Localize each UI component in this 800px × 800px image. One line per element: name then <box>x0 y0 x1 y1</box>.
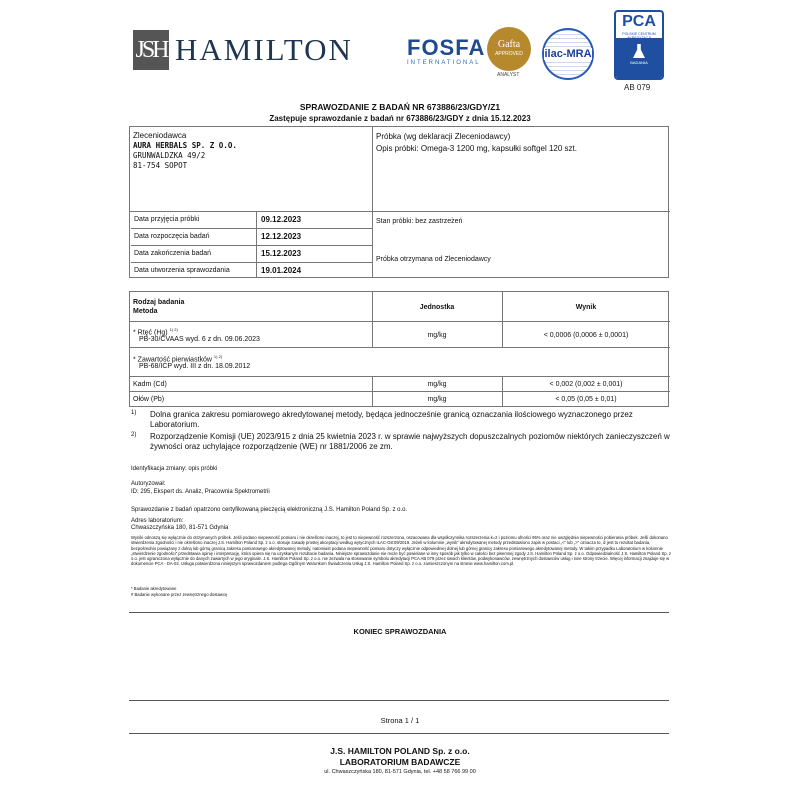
pca-wordmark: PCA <box>622 13 656 30</box>
col-header-type: Rodzaj badania <box>133 299 185 306</box>
change-identification: Identyfikacja zmiany: opis próbki <box>131 466 218 472</box>
jsh-monogram: JSH <box>133 30 169 70</box>
footer-company: J.S. HAMILTON POLAND Sp. z o.o. <box>330 746 470 756</box>
signature-note: Sprawozdanie z badań opatrzono certyfikowaną pieczęcią elektroniczną J.S. Hamilton Poland Sp. z o.o. <box>131 507 408 513</box>
page-number: Strona 1 / 1 <box>380 716 420 725</box>
legend-subcontracted: # Badanie wykonane przez zewnętrznego dostawcę <box>131 592 228 597</box>
footnote-number: 1) <box>131 410 137 416</box>
sample-state: Stan próbki: bez zastrzeżeń <box>376 218 463 225</box>
authorized-by: ID: 295, Ekspert ds. Analiz, Pracownia Spektrometrii <box>131 489 270 495</box>
col-header-method: Metoda <box>133 308 158 315</box>
divider <box>129 733 669 734</box>
col-header-result: Wynik <box>575 304 597 311</box>
divider <box>131 262 372 263</box>
divider <box>131 245 372 246</box>
gafta-analyst-label: ANALYST <box>497 72 520 78</box>
accreditation-code: AB 079 <box>624 83 651 92</box>
pca-badania-label: BADANIA <box>630 60 648 65</box>
fosfa-wordmark: FOSFA <box>407 35 486 60</box>
footer-address: ul. Chwaszczyńska 180, 81-571 Gdynia, tel. +48 58 766 99 00 <box>324 769 476 775</box>
divider <box>129 700 669 701</box>
date-value: 12.12.2023 <box>261 232 302 241</box>
sample-description: Opis próbki: Omega-3 1200 mg, kapsułki softgel 120 szt. <box>376 144 577 153</box>
pca-badge <box>616 38 662 78</box>
pca-accreditation-logo <box>614 10 664 80</box>
date-label: Data utworzenia sprawozdania <box>134 267 230 274</box>
disclaimer: Wyniki odnoszą się wyłącznie do otrzymanych próbek. Jeśli podano niepewność pomiaru i nie określono inaczej, to jest to niepewność rozszerzona, oszacowana dla współczynnika rozszerzenia k=2 i poziomu ufności 95% oraz nie uwzględnia niepewności pobierania próbek. Jeśli dokonano stwierdzenia zgodności i nie określono inaczej J.S. Hamilton Poland Sp. z o.o. stosuje zasadę prostej akceptacji według wytycznych ILAC-G8:09/2019. Jeżeli w kolumnie „wynik” akredytowanej metody przedstawiono zapis w postaci „<” lub „>” oznacza to, iż jest to rezultat badania, bezpośrednio powiązany z dolną lub górną granicą zakresu pomiarowego akredytowanej metody, natomiast podana niepewność pomiaru dotyczy wyłącznie odpowiedniej dolnej lub górnej granicy zakresu pomiarowego akredytowanej metody. W takim przypadku Laboratorium w kolumnie „stwierdzenie zgodności” przedstawia opinię i interpretację, która opiera się na uzyskanym rezultacie badania. Niniejsze sprawozdanie nie może być powielane w inny sposób jak tylko w całości bez pisemnej zgody J.S. Hamilton Poland Sp. z o.o. Odpowiedzialność J.S. Hamilton Poland Sp. z o.o. jest ograniczona wyłącznie do danych zawartych w jego oryginale. J.S. Hamilton Poland Sp. z o.o. nie zezwala na stosowanie symbolu akredytacji PCA AB 079 przez swoich klientów, podwykonawców, zewnętrznych dostawców usług i inne strony trzecie. Więcej informacji znajduje się w dokumencie PCA - DA-02. Usługa potwierdzona niniejszym sprawozdaniem podlega Ogólnym Warunkom Świadczenia Usług J.S. Hamilton Poland Sp. z o.o. zamieszczonym na stronie www.hamilton.com.pl. <box>131 535 671 567</box>
divider <box>130 376 670 377</box>
client-street: GRUNWALDZKA 49/2 <box>133 151 206 160</box>
lab-address: Chwaszczyńska 180, 81-571 Gdynia <box>131 525 229 531</box>
date-label: Data przyjęcia próbki <box>134 216 200 223</box>
sample-origin: Próbka otrzymana od Zleceniodawcy <box>376 256 491 263</box>
hamilton-logo <box>133 30 353 70</box>
divider <box>130 321 670 322</box>
date-value: 15.12.2023 <box>261 249 302 258</box>
ilac-mra-logo <box>542 28 594 80</box>
end-of-report: KONIEC SPRAWOZDANIA <box>353 627 447 636</box>
divider <box>129 612 669 613</box>
date-value: 09.12.2023 <box>261 215 302 224</box>
sample-label: Próbka (wg deklaracji Zleceniodawcy) <box>376 132 511 141</box>
col-header-unit: Jednostka <box>419 304 455 311</box>
client-label: Zleceniodawca <box>133 131 187 140</box>
lab-address-label: Adres laboratorium: <box>131 518 184 524</box>
divider <box>130 347 670 348</box>
gafta-logo <box>487 27 531 71</box>
report-title: SPRAWOZDANIE Z BADAŃ NR 673886/23/GDY/Z1 <box>299 102 501 112</box>
flask-icon <box>633 44 645 58</box>
result-row-method: PB-30/CVAAS wyd. 6 z dn. 09.06.2023 <box>139 336 260 343</box>
result-row-value: < 0,002 (0,002 ± 0,001) <box>549 381 623 388</box>
footnote-number: 2) <box>131 432 137 438</box>
result-row-unit: mg/kg <box>427 332 447 339</box>
gafta-wordmark: Gafta <box>497 39 521 50</box>
ilac-wordmark: ilac-MRA <box>544 48 592 60</box>
fosfa-subtitle: INTERNATIONAL <box>407 60 481 66</box>
result-row-method: PB-68/ICP wyd. III z dn. 18.09.2012 <box>139 363 251 370</box>
result-row-name: * Rtęć (Hg) $^{1) 2)}$ <box>133 327 178 337</box>
report-info-section <box>129 126 669 278</box>
result-row-name: Ołów (Pb) <box>133 396 165 403</box>
date-label: Data zakończenia badań <box>134 250 212 257</box>
client-name: AURA HERBALS SP. Z O.O. <box>133 141 237 150</box>
divider <box>130 391 670 392</box>
results-table <box>129 291 669 407</box>
footnote-text: Dolna granica zakresu pomiarowego akredytowanej metody, będąca jednocześnie granicą oznaczania ilościowego wyznaczonego przez Laboratorium. <box>150 410 633 429</box>
result-row-name: Kadm (Cd) <box>133 381 167 388</box>
divider <box>372 127 373 211</box>
result-row-unit: mg/kg <box>427 381 447 388</box>
hamilton-wordmark: HAMILTON <box>175 32 353 67</box>
result-row-value: < 0,0006 (0,0006 ± 0,0001) <box>543 332 629 339</box>
client-city: 81-754 SOPOT <box>133 161 188 170</box>
result-row-name: * Zawartość pierwiastków $^{1) 2)}$ <box>133 354 223 364</box>
legend-accredited: * Badanie akredytowane <box>131 586 177 591</box>
dates-table <box>131 211 372 278</box>
result-row-value: < 0,05 (0,05 ± 0,01) <box>555 396 617 403</box>
divider <box>131 228 372 229</box>
date-label: Data rozpoczęcia badań <box>134 233 210 240</box>
date-value: 19.01.2024 <box>261 266 302 275</box>
fosfa-logo <box>407 35 485 66</box>
footer-lab: LABORATORIUM BADAWCZE <box>339 757 461 767</box>
gafta-approved: APPROVED <box>495 51 523 57</box>
report-replaces: Zastępuje sprawozdanie z badań nr 673886/23/GDY z dnia 15.12.2023 <box>269 114 531 123</box>
pca-subtitle: POLSKIE CENTRUM <box>622 32 656 36</box>
result-row-unit: mg/kg <box>427 396 447 403</box>
authorized-label: Autoryzował: <box>131 481 166 487</box>
divider <box>372 211 373 278</box>
footnote-text: Rozporządzenie Komisji (UE) 2023/915 z dnia 25 kwietnia 2023 r. w sprawie najwyższych dopuszczalnych poziomów niektórych zanieczyszczeń w żywności oraz uchylające rozporządzenie (WE) nr 1881/2006 ze zm. <box>150 432 670 451</box>
